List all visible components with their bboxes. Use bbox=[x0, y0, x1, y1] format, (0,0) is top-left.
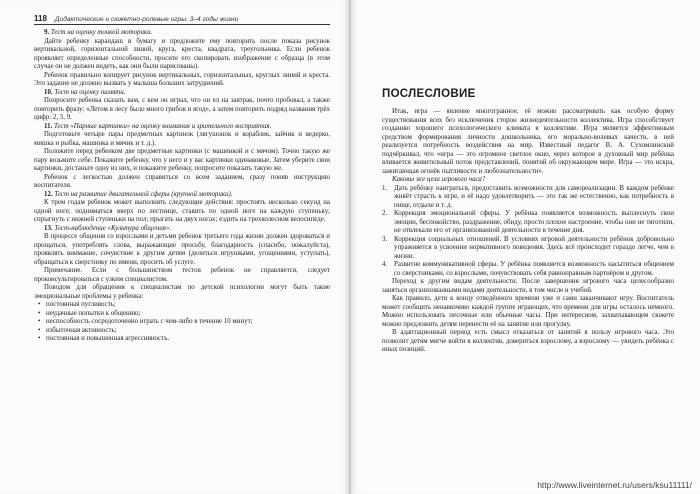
paragraph: Подготовьте четыре пары предметных картинок (лягушонок и кораблик, зайчик и ведерко, мишка и рыбка, машинка и мячик и т. д.). bbox=[34, 131, 330, 147]
paragraph: Ребенок с легкостью должен справиться со всем заданием, сразу поняв инструкцию воспитателя. bbox=[34, 173, 330, 189]
test-title: Тест на оценку памяти. bbox=[54, 88, 126, 96]
list-item: • избыточная активность; bbox=[34, 327, 330, 336]
running-header bbox=[34, 14, 330, 25]
right-page-text bbox=[382, 108, 674, 355]
left-page bbox=[0, 0, 349, 494]
list-item: • неудачные попытки к общению; bbox=[34, 310, 330, 319]
test-heading-11 bbox=[34, 123, 330, 132]
list-item bbox=[382, 236, 674, 262]
running-head-title: Дидактические и сюжетно-ролевые игры. 3–4 годы жизни bbox=[54, 16, 239, 23]
list-item: • постоянная пугливость; bbox=[34, 301, 330, 310]
paragraph: Переход к другим видам деятельности. После завершения игрового часа целесообразно заняться организованными видами деятельности, в том числе и учебой. bbox=[382, 278, 674, 294]
question-line bbox=[382, 176, 674, 185]
test-number: 11. bbox=[44, 122, 53, 130]
test-heading-13 bbox=[34, 225, 330, 234]
test-heading-12 bbox=[34, 191, 330, 200]
paragraph: К трем годам ребенок может выполнять следующие действия: простоять несколько секунд на одной ноге; подниматься вверх по лестнице, ставить по одной ноге на каждую ступеньку; спрыгнуть с нижней ступеньки на пол; прыгать на двух ногах; ездить на трехколесном велосипеде. bbox=[34, 199, 330, 223]
test-heading-10 bbox=[34, 89, 330, 98]
numbered-list bbox=[382, 185, 674, 279]
bullet-list bbox=[34, 301, 330, 344]
paragraph: В процессе общения со взрослыми и детьми ребенок третьего года жизни должен здороваться и прощаться, употреблять слова, выражающие просьбу, благодарность (спасибо, пожалуйста), проявлять внимание, сочувствие к другим детям (делиться игрушками, угощениями, уступать), обращаться к сверстнику по имени, просить об услуге. bbox=[34, 233, 330, 266]
question-text: Каковы же цели игрового часа? bbox=[392, 176, 486, 183]
paragraph: В адаптационный период есть смысл отказаться от занятий в пользу игрового часа. Это позволит детям мягче войти в коллектив, довериться взрослому, а взрослому — увидеть ребёнка с иных позиций. bbox=[382, 329, 674, 353]
paragraph: Поводом для обращения к специалистам по детской психологии могут быть такие эмоциональные проблемы у ребенка: bbox=[34, 284, 330, 300]
paragraph: Попросите ребенка сказать вам, с кем он играл, что он ел на завтрак, почто пробовал, а также повторить фразу: «Летом в лесу было много грибов и ягод», а затем повторить подряд названия трёх цифр: 2, 5, 9. bbox=[34, 97, 330, 121]
item-number: 2. bbox=[382, 210, 388, 217]
paragraph: Итак, игра — явление многогранное, её можно рассматривать как особую форму существования всех без исключения сторон жизнедеятельности коллектива. Игра способствует созданию хорошего психологического климата в коллективе. Игра является эффективным средством формирования личности дошкольника, его морально-волевых качеств, в ней реализуется потребность воздействия на мир. Известный педагог В. А. Сухомлинский подчёркивал, что «игра — это огромное светлое окно, через которое в духовный мир ребёнка вливается живительный поток представлений, понятий об окружающем мире. Игра — это искра, зажигающая огонёк пытливости и любознательности». bbox=[382, 108, 674, 175]
right-page bbox=[351, 0, 700, 494]
paragraph: Как правило, дети к концу отведённого времени уже и сами заканчивают игру. Воспитатель может сообщить ненавязчиво каждой группе играющих, что времени для игры осталось немного. Можно использовать песочные или обычные часы. При интересном, захватывающем сюжете можно предложить детям перенести её на занятие или прогулку. bbox=[382, 295, 674, 328]
test-number: 12. bbox=[44, 190, 53, 198]
test-heading-9 bbox=[34, 29, 330, 38]
left-page-content bbox=[34, 14, 330, 344]
list-item bbox=[382, 185, 674, 211]
paragraph: Положите перед ребенком две предметные картинки (с машинкой и с мячом). Точно такую же пару возьмите себе. Покажите ребенку, что у него и у вас картинки одинаковые. Затем уберите свои картинки, достаньте одну из них, и покажите ребенку, попросите показать такую же. bbox=[34, 148, 330, 172]
item-text: Коррекция эмоциональной сферы. У ребёнка появляется возможность выплеснуть свои эмоции, беспокойство, раздражение, обиду, просто плохое настроение, чтобы они не тяготили, не отвлекали его от организованной деятельности в течение дня. bbox=[394, 210, 674, 234]
test-title: Тест-наблюдение «Культура общения». bbox=[54, 224, 172, 232]
paragraph: Дайте ребенку карандаш и бумагу и предложите ему повторить после показа рисунок вертикальной, горизонтальной линий, круга, креста, квадрата, треугольника. Если ребенок проявляет определенные способности, просите его скопировать изображение с образца (в этом случае он не должен видеть, как они были нарисованы). bbox=[34, 37, 330, 70]
test-title: Тест на развитие двигательной сферы (крупной моторики). bbox=[54, 190, 233, 198]
test-title: Тест на оценку тонкой моторики. bbox=[50, 29, 153, 36]
list-item bbox=[382, 261, 674, 278]
test-title: Тест «Парные картинки» на оценку внимания и зрительного восприятия. bbox=[53, 122, 272, 130]
test-number: 10. bbox=[44, 88, 53, 96]
list-item: • постоянная и повышенная агрессивность. bbox=[34, 335, 330, 344]
watermark-url: http://www.liveinternet.ru/users/ksu11111/ bbox=[537, 480, 692, 490]
item-number: 4. bbox=[382, 261, 388, 268]
list-item bbox=[382, 210, 674, 236]
right-page-content bbox=[382, 88, 674, 355]
chapter-title: ПОСЛЕСЛОВИЕ bbox=[382, 88, 476, 100]
item-number: 3. bbox=[382, 235, 388, 243]
list-item: • неспособность сосредоточенно играть с чем-либо в течение 10 минут; bbox=[34, 318, 330, 327]
item-text: Дать ребёнку наиграться, предоставить возможности для самореализации. В каждом ребёнке живёт страсть к игре, и её надо удовлетворить — это так же естественно, как потребность в пище, отдыхе и т. д. bbox=[394, 184, 674, 209]
test-number: 13. bbox=[44, 224, 53, 232]
note-paragraph: Примечание. Если с большинством тестов ребенок не справляется, следует проконсультироваться с узким специалистом. bbox=[34, 267, 330, 283]
paragraph: Ребенок правильно копирует рисунок вертикальных, горизонтальных, круглых линий и креста. Это задание не должно вызвать у малыша больших затруднений. bbox=[34, 71, 330, 87]
item-number: 1. bbox=[382, 184, 388, 192]
item-text: Развитие коммуникативной сферы. У ребёнка появляется возможность насытиться общением со сверстниками, со взрослыми, почувствовать себя равноправным партнёром и другом. bbox=[394, 261, 674, 277]
test-number: 9. bbox=[44, 29, 50, 36]
left-page-text bbox=[34, 29, 330, 344]
item-text: Коррекция социальных отношений. В условиях игровой деятельности ребёнок добровольно упражняется в усвоении нормативного поведения. Здесь всё происходит гораздо легче, чем в жизни. bbox=[394, 235, 674, 260]
page-number: 118 bbox=[34, 14, 47, 23]
